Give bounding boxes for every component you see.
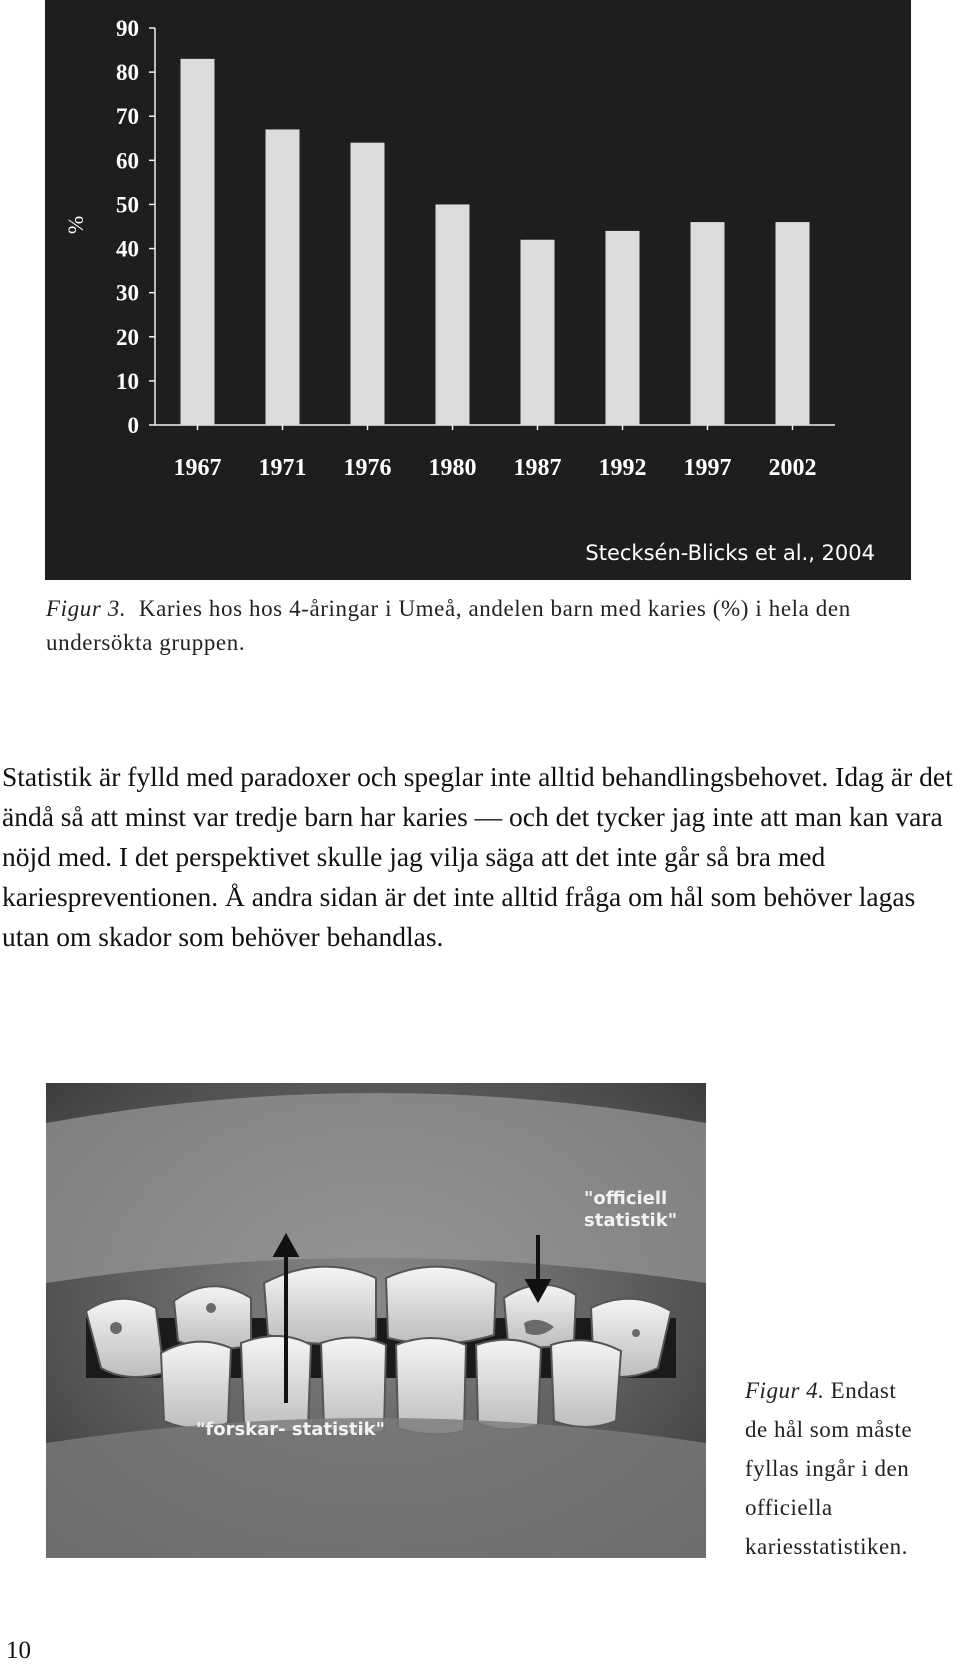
figure-3-caption	[46, 592, 916, 660]
x-tick-label: 1967	[173, 455, 222, 481]
x-tick-label: 1980	[428, 455, 477, 481]
body-paragraph: Statistik är fylld med paradoxer och speglar inte alltid behandlingsbehovet. Idag är det ändå så att minst var tredje barn har karies — och det tycker jag inte att man kan vara nöjd med. I det perspektivet skulle jag vilja säga att det inte går så bra med kariespreventionen. Å andra sidan är det inte alltid fråga om hål som behöver lagas utan om skador som behöver behandlas.	[2, 761, 953, 952]
x-tick-label: 1992	[598, 455, 647, 481]
official-statistics-label: "officiell statistik"	[584, 1188, 678, 1231]
bar	[521, 240, 555, 425]
bar	[606, 231, 640, 425]
teeth-illustration	[46, 1083, 706, 1558]
y-tick-label: 50	[116, 192, 139, 218]
y-tick-label: 40	[116, 236, 139, 262]
y-tick-label: 90	[116, 16, 139, 41]
y-tick-label: 20	[116, 324, 139, 350]
y-tick-label: 10	[116, 368, 139, 394]
page-number: 10	[6, 1637, 31, 1664]
bar	[776, 222, 810, 425]
figure-4-caption	[745, 1371, 925, 1566]
y-tick-label: 30	[116, 280, 139, 306]
chart-canvas	[45, 0, 911, 580]
figure-4-label: Figur 4.	[745, 1378, 825, 1403]
bar	[181, 59, 215, 425]
x-tick-label: 1976	[343, 455, 392, 481]
figure-4-text: Endast de hål som måste fyllas ingår i den officiella kariesstatistiken.	[745, 1378, 913, 1559]
y-tick-label: 0	[127, 413, 139, 438]
y-tick-label: 60	[116, 148, 139, 174]
bar	[436, 204, 470, 425]
y-tick-label: 80	[116, 60, 139, 86]
x-tick-label: 1971	[258, 455, 307, 481]
chart-source: Stecksén-Blicks et al., 2004	[585, 541, 875, 565]
y-tick-label: 70	[116, 104, 139, 130]
bar	[691, 222, 725, 425]
figure-3-label: Figur 3.	[46, 596, 127, 621]
teeth-photo	[46, 1083, 706, 1558]
bar-chart	[45, 0, 911, 580]
y-axis-label: %	[63, 215, 88, 235]
x-tick-label: 1997	[683, 455, 732, 481]
bar	[351, 143, 385, 425]
x-tick-label: 2002	[768, 455, 817, 481]
research-statistics-label: "forskar- statistik"	[196, 1419, 385, 1440]
bar	[266, 129, 300, 425]
figure-3-text: Karies hos hos 4-åringar i Umeå, andelen barn med karies (%) i hela den undersökta gruppen.	[46, 596, 851, 655]
x-tick-label: 1987	[513, 455, 562, 481]
